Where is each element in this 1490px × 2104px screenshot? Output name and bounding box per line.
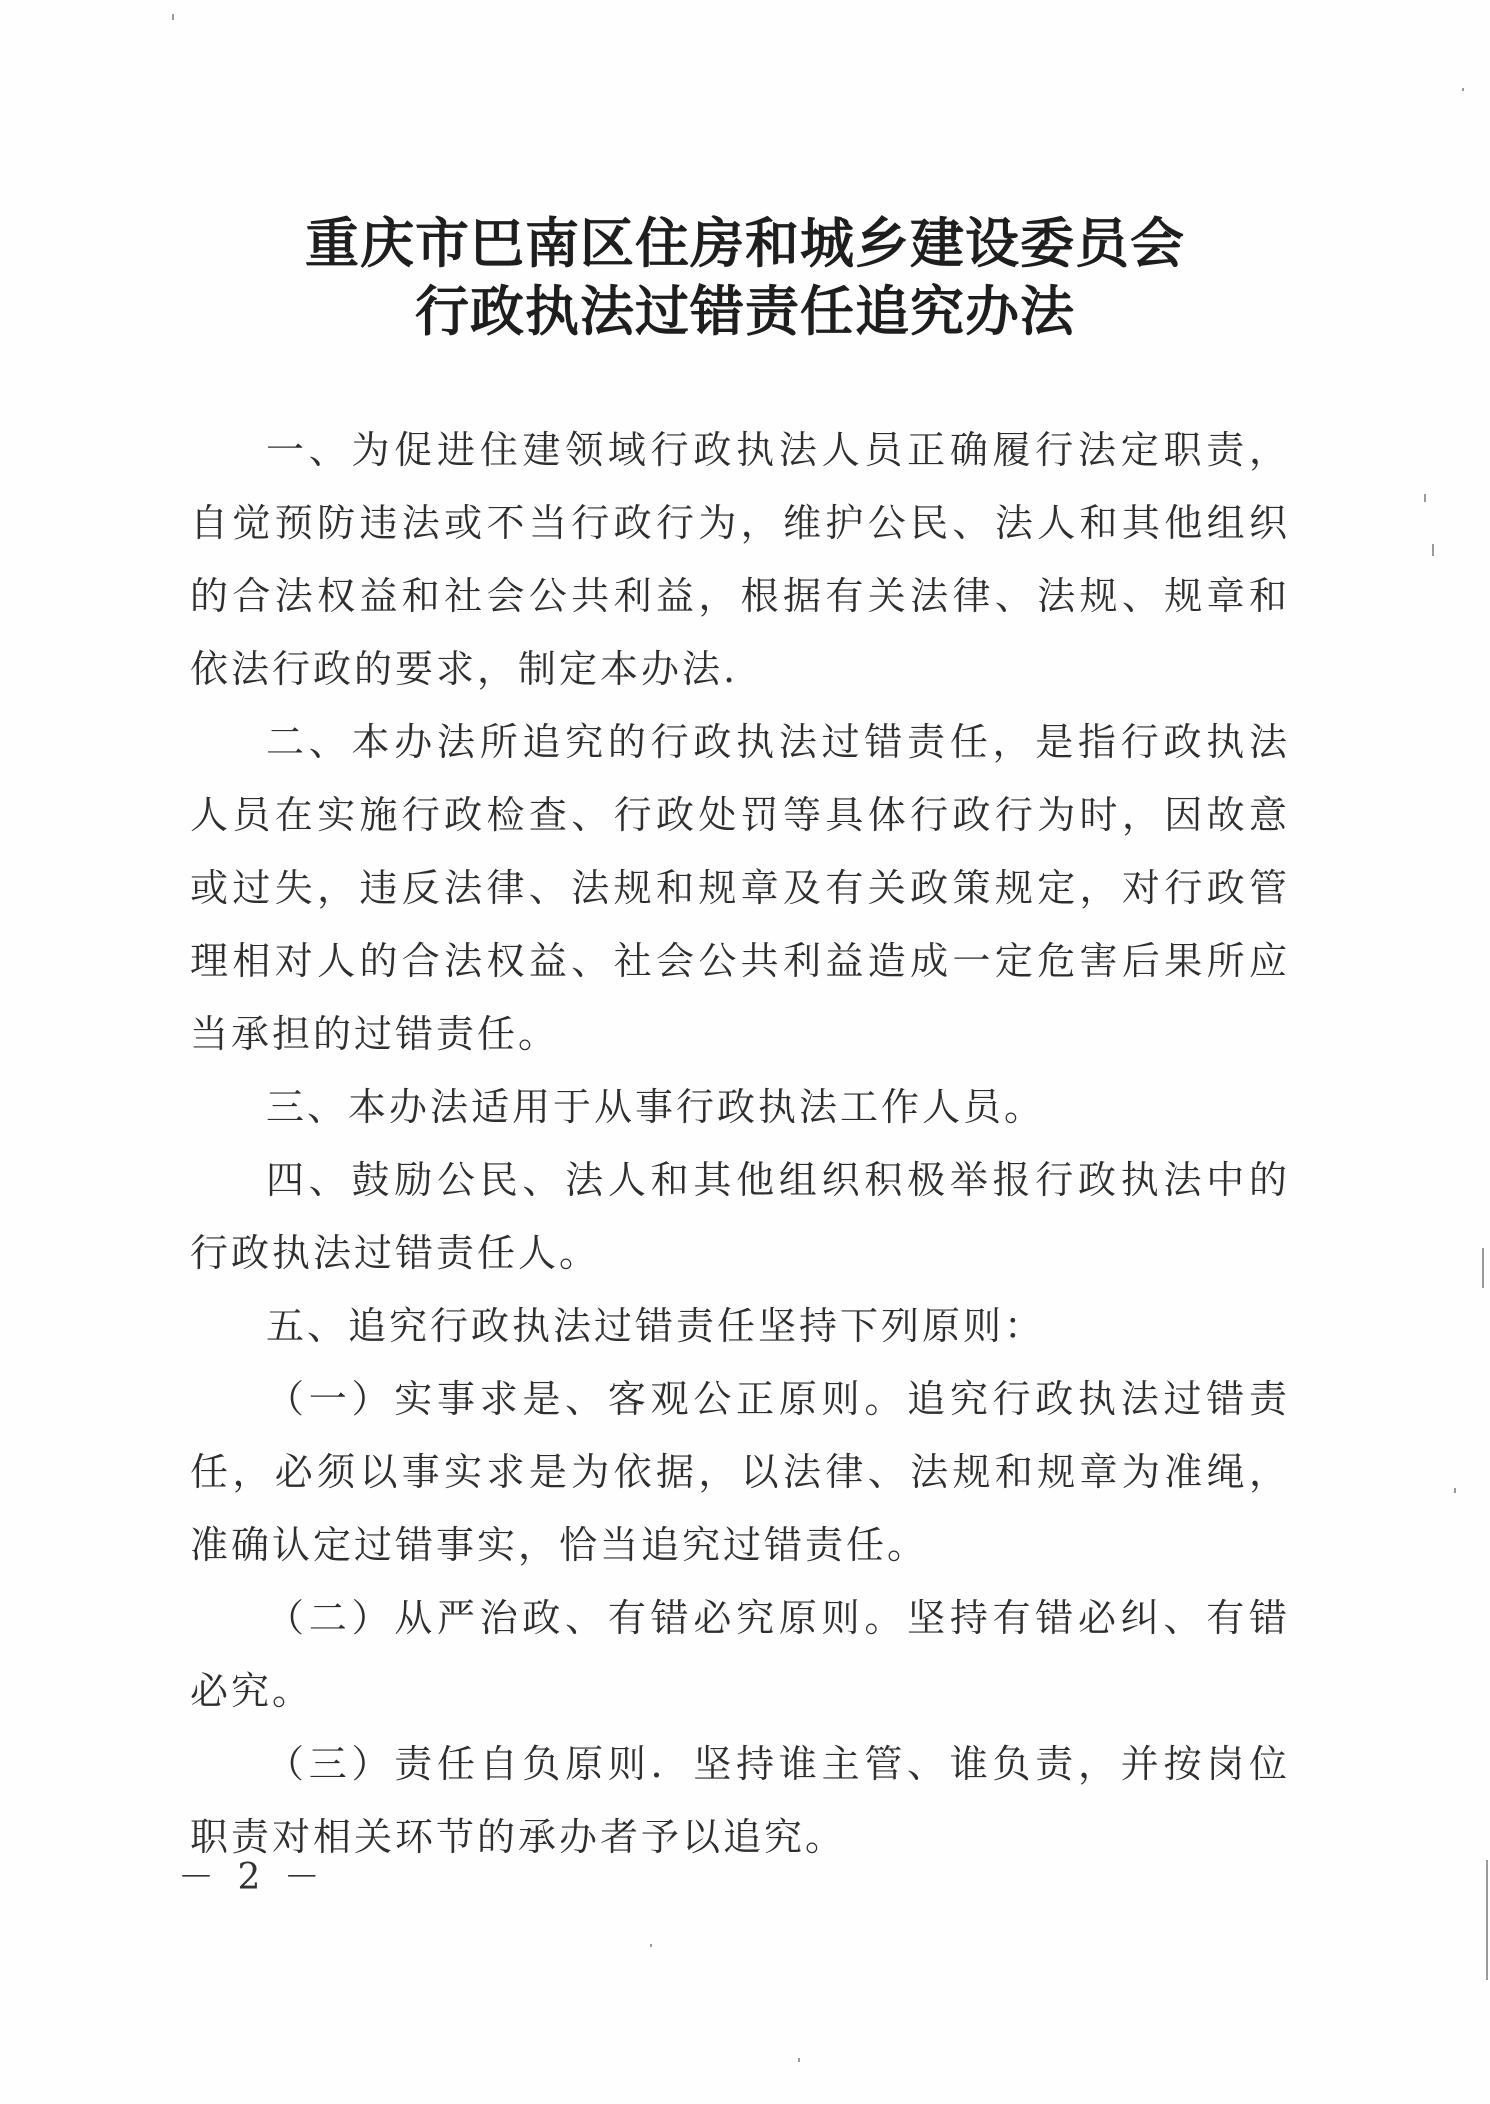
scan-speck xyxy=(650,1944,652,1947)
paragraph-article-3: 三、本办法适用于从事行政执法工作人员。 xyxy=(266,1085,1046,1129)
paragraph-principle-1: （一）实事求是、客观公正原则。追究行政执法过错责任，必须以事实求是为依据，以法律、法规和规章为准绳，准确认定过错事实，恰当追究过错责任。 xyxy=(190,1377,1290,1567)
paragraph-article-1: 一、为促进住建领域行政执法人员正确履行法定职责，自觉预防违法或不当行政行为，维护公民、法人和其他组织的合法权益和社会公共利益，根据有关法律、法规、规章和依法行政的要求，制定本办法. xyxy=(190,428,1290,691)
paragraph-principle-2: （二）从严治政、有错必究原则。坚持有错必纠、有错必究。 xyxy=(190,1596,1290,1713)
paragraph-principle-3: （三）责任自负原则．坚持谁主管、谁负责，并按岗位职责对相关环节的承办者予以追究。 xyxy=(190,1742,1290,1859)
scan-speck xyxy=(1424,494,1426,502)
scan-speck xyxy=(172,14,174,20)
page-number: － 2 － xyxy=(178,1857,326,1898)
scan-speck xyxy=(1432,544,1434,556)
paragraph-article-5: 五、追究行政执法过错责任坚持下列原则： xyxy=(266,1304,1046,1348)
paragraph-article-4: 四、鼓励公民、法人和其他组织积极举报行政执法中的行政执法过错责任人。 xyxy=(190,1158,1290,1275)
document-title-line-2: 行政执法过错责任追究办法 xyxy=(415,280,1075,343)
scan-speck xyxy=(798,2058,800,2062)
document-title-line-1: 重庆市巴南区住房和城乡建设委员会 xyxy=(305,212,1185,275)
paragraph-article-2: 二、本办法所追究的行政执法过错责任，是指行政执法人员在实施行政检查、行政处罚等具体行政行为时，因故意或过失，违反法律、法规和规章及有关政策规定，对行政管理相对人的合法权益、社会公共利益造成一定危害后果所应当承担的过错责任。 xyxy=(190,720,1290,1056)
document-body xyxy=(190,414,1290,1874)
scan-speck xyxy=(1482,1248,1484,1288)
scan-speck xyxy=(1454,1488,1456,1493)
scan-speck xyxy=(1486,1860,1488,1980)
scan-speck xyxy=(1462,88,1464,91)
